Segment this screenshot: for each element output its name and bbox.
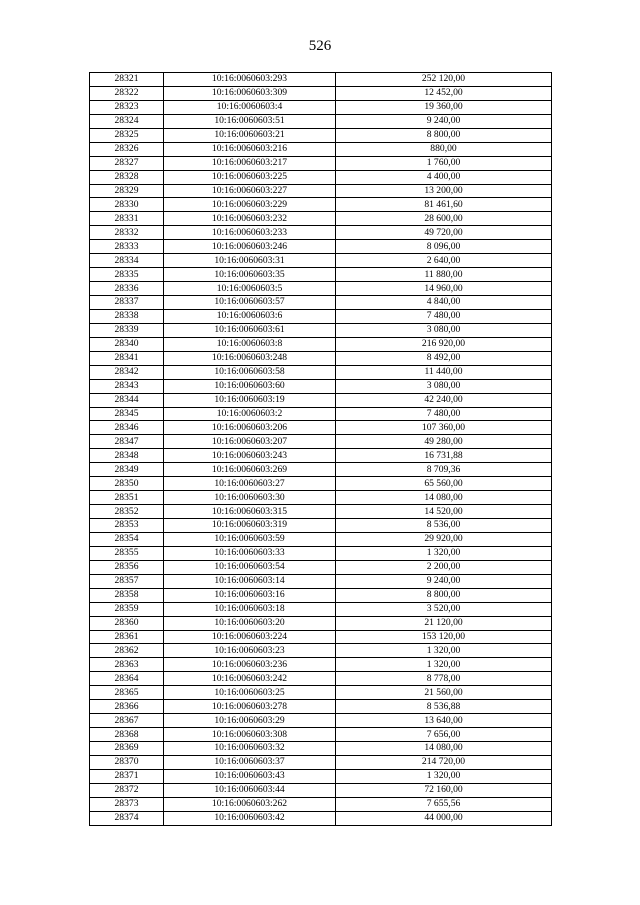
cadastral-number-cell: 10:16:0060603:6	[164, 309, 336, 323]
row-number-cell: 28327	[90, 156, 164, 170]
cadastral-number-cell: 10:16:0060603:57	[164, 296, 336, 310]
cadastral-number-cell: 10:16:0060603:51	[164, 114, 336, 128]
amount-cell: 14 080,00	[336, 491, 552, 505]
table-row	[90, 505, 552, 519]
row-number-cell: 28353	[90, 519, 164, 533]
amount-cell: 1 320,00	[336, 546, 552, 560]
cadastral-number-cell: 10:16:0060603:246	[164, 240, 336, 254]
cadastral-number-cell: 10:16:0060603:32	[164, 742, 336, 756]
cadastral-number-cell: 10:16:0060603:278	[164, 700, 336, 714]
cadastral-number-cell: 10:16:0060603:20	[164, 616, 336, 630]
cadastral-number-cell: 10:16:0060603:35	[164, 268, 336, 282]
table-row	[90, 728, 552, 742]
row-number-cell: 28350	[90, 477, 164, 491]
amount-cell: 21 560,00	[336, 686, 552, 700]
amount-cell: 216 920,00	[336, 337, 552, 351]
cadastral-number-cell: 10:16:0060603:37	[164, 755, 336, 769]
row-number-cell: 28325	[90, 128, 164, 142]
amount-cell: 19 360,00	[336, 100, 552, 114]
row-number-cell: 28374	[90, 811, 164, 825]
cadastral-number-cell: 10:16:0060603:217	[164, 156, 336, 170]
table-row	[90, 686, 552, 700]
row-number-cell: 28335	[90, 268, 164, 282]
page-number: 526	[308, 38, 332, 54]
row-number-cell: 28352	[90, 505, 164, 519]
row-number-cell: 28331	[90, 212, 164, 226]
table-row	[90, 588, 552, 602]
cadastral-number-cell: 10:16:0060603:30	[164, 491, 336, 505]
row-number-cell: 28338	[90, 309, 164, 323]
row-number-cell: 28373	[90, 797, 164, 811]
table-row	[90, 463, 552, 477]
amount-cell: 107 360,00	[336, 421, 552, 435]
table-row	[90, 282, 552, 296]
amount-cell: 29 920,00	[336, 532, 552, 546]
amount-cell: 14 520,00	[336, 505, 552, 519]
amount-cell: 44 000,00	[336, 811, 552, 825]
row-number-cell: 28340	[90, 337, 164, 351]
cadastral-number-cell: 10:16:0060603:243	[164, 449, 336, 463]
cadastral-number-cell: 10:16:0060603:31	[164, 254, 336, 268]
table-row	[90, 142, 552, 156]
table-row	[90, 435, 552, 449]
amount-cell: 7 656,00	[336, 728, 552, 742]
row-number-cell: 28370	[90, 755, 164, 769]
row-number-cell: 28336	[90, 282, 164, 296]
table-row	[90, 86, 552, 100]
cadastral-number-cell: 10:16:0060603:61	[164, 323, 336, 337]
amount-cell: 8 536,88	[336, 700, 552, 714]
amount-cell: 9 240,00	[336, 574, 552, 588]
amount-cell: 4 840,00	[336, 296, 552, 310]
table-row	[90, 296, 552, 310]
table-row	[90, 100, 552, 114]
cadastral-number-cell: 10:16:0060603:293	[164, 73, 336, 87]
cadastral-number-cell: 10:16:0060603:8	[164, 337, 336, 351]
amount-cell: 7 655,56	[336, 797, 552, 811]
cadastral-number-cell: 10:16:0060603:44	[164, 783, 336, 797]
cadastral-number-cell: 10:16:0060603:60	[164, 379, 336, 393]
amount-cell: 3 080,00	[336, 379, 552, 393]
table-row	[90, 184, 552, 198]
row-number-cell: 28362	[90, 644, 164, 658]
row-number-cell: 28364	[90, 672, 164, 686]
table-body	[90, 73, 552, 826]
table-row	[90, 226, 552, 240]
table-row	[90, 644, 552, 658]
table-row	[90, 337, 552, 351]
table-row	[90, 128, 552, 142]
cadastral-number-cell: 10:16:0060603:27	[164, 477, 336, 491]
amount-cell: 4 400,00	[336, 170, 552, 184]
table-row	[90, 519, 552, 533]
row-number-cell: 28339	[90, 323, 164, 337]
row-number-cell: 28360	[90, 616, 164, 630]
row-number-cell: 28372	[90, 783, 164, 797]
cadastral-number-cell: 10:16:0060603:54	[164, 560, 336, 574]
amount-cell: 11 440,00	[336, 365, 552, 379]
table-row	[90, 323, 552, 337]
row-number-cell: 28330	[90, 198, 164, 212]
amount-cell: 8 800,00	[336, 588, 552, 602]
row-number-cell: 28368	[90, 728, 164, 742]
amount-cell: 14 960,00	[336, 282, 552, 296]
table-row	[90, 797, 552, 811]
table-row	[90, 630, 552, 644]
cadastral-number-cell: 10:16:0060603:16	[164, 588, 336, 602]
row-number-cell: 28344	[90, 393, 164, 407]
cadastral-number-cell: 10:16:0060603:43	[164, 769, 336, 783]
cadastral-number-cell: 10:16:0060603:225	[164, 170, 336, 184]
cadastral-number-cell: 10:16:0060603:23	[164, 644, 336, 658]
cadastral-number-cell: 10:16:0060603:18	[164, 602, 336, 616]
table-row	[90, 616, 552, 630]
amount-cell: 1 760,00	[336, 156, 552, 170]
cadastral-number-cell: 10:16:0060603:5	[164, 282, 336, 296]
amount-cell: 13 640,00	[336, 714, 552, 728]
cadastral-number-cell: 10:16:0060603:319	[164, 519, 336, 533]
table-row	[90, 170, 552, 184]
amount-cell: 1 320,00	[336, 658, 552, 672]
table-row	[90, 309, 552, 323]
amount-cell: 7 480,00	[336, 309, 552, 323]
table-row	[90, 700, 552, 714]
table-row	[90, 477, 552, 491]
cadastral-number-cell: 10:16:0060603:206	[164, 421, 336, 435]
row-number-cell: 28341	[90, 351, 164, 365]
row-number-cell: 28348	[90, 449, 164, 463]
table-row	[90, 421, 552, 435]
row-number-cell: 28334	[90, 254, 164, 268]
table-row	[90, 769, 552, 783]
table-row	[90, 73, 552, 87]
table-row	[90, 254, 552, 268]
row-number-cell: 28321	[90, 73, 164, 87]
amount-cell: 8 096,00	[336, 240, 552, 254]
table-row	[90, 156, 552, 170]
table-row	[90, 407, 552, 421]
row-number-cell: 28346	[90, 421, 164, 435]
cadastral-number-cell: 10:16:0060603:232	[164, 212, 336, 226]
cadastral-number-cell: 10:16:0060603:216	[164, 142, 336, 156]
row-number-cell: 28351	[90, 491, 164, 505]
cadastral-number-cell: 10:16:0060603:29	[164, 714, 336, 728]
cadastral-number-cell: 10:16:0060603:42	[164, 811, 336, 825]
row-number-cell: 28329	[90, 184, 164, 198]
cadastral-number-cell: 10:16:0060603:224	[164, 630, 336, 644]
amount-cell: 16 731,88	[336, 449, 552, 463]
row-number-cell: 28361	[90, 630, 164, 644]
row-number-cell: 28365	[90, 686, 164, 700]
table-row	[90, 393, 552, 407]
table-row	[90, 755, 552, 769]
cadastral-number-cell: 10:16:0060603:21	[164, 128, 336, 142]
row-number-cell: 28337	[90, 296, 164, 310]
table-row	[90, 449, 552, 463]
table-row	[90, 742, 552, 756]
table-row	[90, 546, 552, 560]
cadastral-number-cell: 10:16:0060603:58	[164, 365, 336, 379]
cadastral-number-cell: 10:16:0060603:227	[164, 184, 336, 198]
cadastral-number-cell: 10:16:0060603:269	[164, 463, 336, 477]
row-number-cell: 28349	[90, 463, 164, 477]
cadastral-number-cell: 10:16:0060603:236	[164, 658, 336, 672]
cadastral-number-cell: 10:16:0060603:33	[164, 546, 336, 560]
table-row	[90, 114, 552, 128]
row-number-cell: 28323	[90, 100, 164, 114]
row-number-cell: 28355	[90, 546, 164, 560]
table-row	[90, 658, 552, 672]
table-row	[90, 783, 552, 797]
amount-cell: 42 240,00	[336, 393, 552, 407]
row-number-cell: 28354	[90, 532, 164, 546]
row-number-cell: 28324	[90, 114, 164, 128]
row-number-cell: 28363	[90, 658, 164, 672]
cadastral-number-cell: 10:16:0060603:19	[164, 393, 336, 407]
table-row	[90, 351, 552, 365]
amount-cell: 21 120,00	[336, 616, 552, 630]
table-row	[90, 602, 552, 616]
table-row	[90, 714, 552, 728]
row-number-cell: 28358	[90, 588, 164, 602]
cadastral-number-cell: 10:16:0060603:229	[164, 198, 336, 212]
amount-cell: 2 640,00	[336, 254, 552, 268]
amount-cell: 14 080,00	[336, 742, 552, 756]
amount-cell: 7 480,00	[336, 407, 552, 421]
cadastral-number-cell: 10:16:0060603:233	[164, 226, 336, 240]
cadastral-number-cell: 10:16:0060603:4	[164, 100, 336, 114]
table-row	[90, 240, 552, 254]
row-number-cell: 28332	[90, 226, 164, 240]
amount-cell: 2 200,00	[336, 560, 552, 574]
cadastral-number-cell: 10:16:0060603:262	[164, 797, 336, 811]
amount-cell: 153 120,00	[336, 630, 552, 644]
cadastral-number-cell: 10:16:0060603:315	[164, 505, 336, 519]
cadastral-number-cell: 10:16:0060603:309	[164, 86, 336, 100]
amount-cell: 49 280,00	[336, 435, 552, 449]
cadastral-number-cell: 10:16:0060603:59	[164, 532, 336, 546]
amount-cell: 12 452,00	[336, 86, 552, 100]
table-row	[90, 532, 552, 546]
row-number-cell: 28356	[90, 560, 164, 574]
amount-cell: 11 880,00	[336, 268, 552, 282]
table-row	[90, 198, 552, 212]
amount-cell: 8 800,00	[336, 128, 552, 142]
amount-cell: 3 520,00	[336, 602, 552, 616]
amount-cell: 81 461,60	[336, 198, 552, 212]
cadastral-number-cell: 10:16:0060603:248	[164, 351, 336, 365]
cadastral-number-cell: 10:16:0060603:207	[164, 435, 336, 449]
amount-cell: 72 160,00	[336, 783, 552, 797]
table-row	[90, 672, 552, 686]
data-table	[89, 72, 552, 826]
amount-cell: 1 320,00	[336, 769, 552, 783]
amount-cell: 3 080,00	[336, 323, 552, 337]
row-number-cell: 28345	[90, 407, 164, 421]
amount-cell: 8 709,36	[336, 463, 552, 477]
amount-cell: 9 240,00	[336, 114, 552, 128]
row-number-cell: 28359	[90, 602, 164, 616]
amount-cell: 880,00	[336, 142, 552, 156]
row-number-cell: 28367	[90, 714, 164, 728]
table-row	[90, 560, 552, 574]
row-number-cell: 28343	[90, 379, 164, 393]
row-number-cell: 28369	[90, 742, 164, 756]
cadastral-number-cell: 10:16:0060603:25	[164, 686, 336, 700]
row-number-cell: 28342	[90, 365, 164, 379]
row-number-cell: 28371	[90, 769, 164, 783]
amount-cell: 214 720,00	[336, 755, 552, 769]
amount-cell: 13 200,00	[336, 184, 552, 198]
cadastral-number-cell: 10:16:0060603:242	[164, 672, 336, 686]
amount-cell: 8 492,00	[336, 351, 552, 365]
table-row	[90, 268, 552, 282]
amount-cell: 65 560,00	[336, 477, 552, 491]
row-number-cell: 28347	[90, 435, 164, 449]
row-number-cell: 28333	[90, 240, 164, 254]
table-row	[90, 379, 552, 393]
amount-cell: 8 778,00	[336, 672, 552, 686]
table-row	[90, 365, 552, 379]
amount-cell: 49 720,00	[336, 226, 552, 240]
table-row	[90, 212, 552, 226]
row-number-cell: 28357	[90, 574, 164, 588]
amount-cell: 1 320,00	[336, 644, 552, 658]
amount-cell: 252 120,00	[336, 73, 552, 87]
row-number-cell: 28322	[90, 86, 164, 100]
row-number-cell: 28366	[90, 700, 164, 714]
cadastral-number-cell: 10:16:0060603:14	[164, 574, 336, 588]
table-row	[90, 491, 552, 505]
amount-cell: 8 536,00	[336, 519, 552, 533]
table-row	[90, 574, 552, 588]
cadastral-number-cell: 10:16:0060603:2	[164, 407, 336, 421]
row-number-cell: 28328	[90, 170, 164, 184]
table-row	[90, 811, 552, 825]
amount-cell: 28 600,00	[336, 212, 552, 226]
row-number-cell: 28326	[90, 142, 164, 156]
cadastral-number-cell: 10:16:0060603:308	[164, 728, 336, 742]
